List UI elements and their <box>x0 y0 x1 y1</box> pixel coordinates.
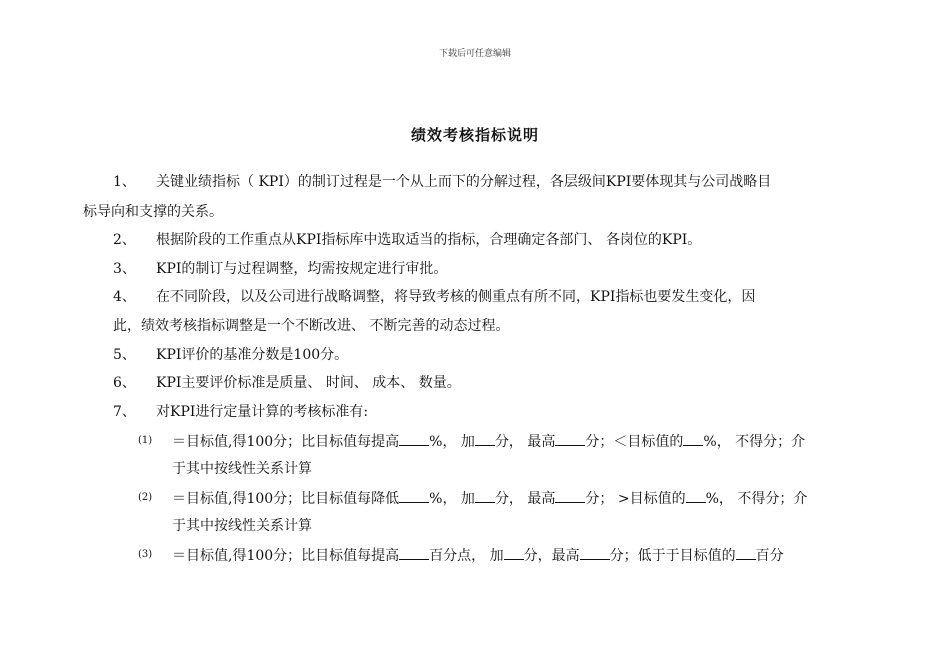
subitem-3-part-2: 百分点， 加 <box>429 548 504 564</box>
item-number-7: 7、 <box>113 404 136 420</box>
item-text-7: 对KPI进行定量计算的考核标准有: <box>156 404 369 420</box>
item-number-5: 5、 <box>113 347 136 363</box>
blank-field <box>580 545 610 560</box>
item-number-1: 1、 <box>113 174 136 190</box>
blank-field <box>399 488 429 503</box>
subitem-2-part-5: %， 不得分；介 <box>705 491 808 507</box>
document-title: 绩效考核指标说明 <box>410 126 539 144</box>
subitem-number-1: (1) <box>138 435 153 446</box>
subitem-3-part-3: 分，最高 <box>523 548 580 564</box>
subitem-number-3: (3) <box>138 549 153 560</box>
item-text-4: 在不同阶段，以及公司进行战略调整，将导致考核的侧重点有所不同，KPI指标也要发生变化，因 <box>156 289 756 305</box>
subitem-number-2: (2) <box>138 492 153 503</box>
subitem-3-part-1: ＝目标值,得100分；比目标值每提高 <box>172 548 400 564</box>
blank-field <box>399 431 429 446</box>
item-text-3: KPI的制订与过程调整，均需按规定进行审批。 <box>156 261 448 277</box>
item-text-4-cont: 此，绩效考核指标调整是一个不断改进、 不断完善的动态过程。 <box>113 318 510 334</box>
subitem-1-part-5: %， 不得分；介 <box>703 434 806 450</box>
blank-field <box>399 545 429 560</box>
blank-field <box>475 431 495 446</box>
blank-field <box>475 488 495 503</box>
subitem-1-part-3: 分， 最高 <box>494 434 556 450</box>
item-text-6: KPI主要评价标准是质量、 时间、 成本、 数量。 <box>156 375 461 391</box>
subitem-text-2 <box>172 488 807 509</box>
item-number-2: 2、 <box>113 232 136 248</box>
subitem-2-part-1: ＝目标值,得100分；比目标值每降低 <box>172 491 400 507</box>
item-number-3: 3、 <box>113 261 136 277</box>
subitem-2-part-2: %， 加 <box>429 491 475 507</box>
subitem-text-1 <box>172 431 805 452</box>
page-header: 下载后可任意编辑 <box>438 49 511 59</box>
subitem-text-3 <box>172 545 784 566</box>
subitem-1-part-2: %， 加 <box>429 434 475 450</box>
blank-field <box>686 488 706 503</box>
subitem-1-part-1: ＝目标值,得100分；比目标值每提高 <box>172 434 400 450</box>
blank-field <box>555 488 585 503</box>
item-text-1-cont: 标导向和支撑的关系。 <box>83 204 223 220</box>
item-number-4: 4、 <box>113 289 136 305</box>
subitem-2-part-4: 分； >目标值的 <box>585 491 686 507</box>
blank-field <box>683 431 703 446</box>
subitem-3-part-4: 分；低于于目标值的 <box>609 548 736 564</box>
subitem-2-part-3: 分， 最高 <box>494 491 556 507</box>
item-number-6: 6、 <box>113 375 136 391</box>
subitem-text-2-cont: 于其中按线性关系计算 <box>172 518 312 534</box>
blank-field <box>504 545 524 560</box>
subitem-1-part-4: 分；＜目标值的 <box>585 434 684 450</box>
subitem-text-1-cont: 于其中按线性关系计算 <box>172 461 312 477</box>
blank-field <box>555 431 585 446</box>
item-text-2: 根据阶段的工作重点从KPI指标库中选取适当的指标，合理确定各部门、 各岗位的KPI。 <box>156 232 702 248</box>
item-text-5: KPI评价的基准分数是100分。 <box>156 347 349 363</box>
subitem-3-part-5: 百分 <box>755 548 784 564</box>
item-text-1: 关键业绩指标（ KPI）的制订过程是一个从上而下的分解过程，各层级间KPI要体现其与公司战略目 <box>156 174 772 190</box>
blank-field <box>736 545 756 560</box>
